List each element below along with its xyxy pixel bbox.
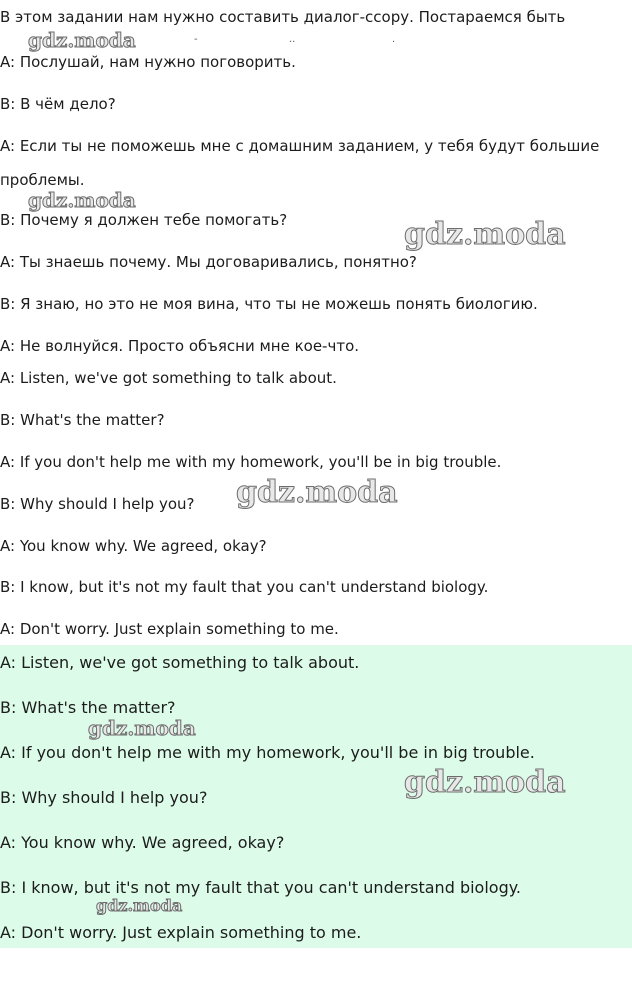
watermark-logo: gdz.moda bbox=[96, 896, 183, 915]
dialog-line-ru: A: Ты знаешь почему. Мы договаривались, понятно? bbox=[0, 253, 417, 271]
dialog-line-ru: B: Я знаю, но это не моя вина, что ты не можешь понять биологию. bbox=[0, 295, 538, 313]
dialog-line-en: A: Don't worry. Just explain something to me. bbox=[0, 620, 339, 638]
watermark-logo: gdz.moda bbox=[236, 475, 398, 510]
dialog-line-highlighted: B: What's the matter? bbox=[0, 698, 176, 717]
dialog-line-en: A: Listen, we've got something to talk about. bbox=[0, 369, 337, 387]
dialog-line-highlighted: A: If you don't help me with my homework, you'll be in big trouble. bbox=[0, 743, 535, 762]
watermark-logo: gdz.moda bbox=[404, 217, 566, 252]
watermark-logo: gdz.moda bbox=[404, 765, 566, 800]
dialog-line-highlighted: A: You know why. We agreed, okay? bbox=[0, 833, 285, 852]
dialog-line-ru: проблемы. bbox=[0, 171, 85, 189]
dialog-line-en: A: If you don't help me with my homework, you'll be in big trouble. bbox=[0, 453, 502, 471]
dialog-line-ru: B: В чём дело? bbox=[0, 95, 116, 113]
dialog-line-ru: A: Послушай, нам нужно поговорить. bbox=[0, 53, 296, 71]
dialog-line-highlighted: B: I know, but it's not my fault that you can't understand biology. bbox=[0, 878, 521, 897]
dialog-line-en: B: I know, but it's not my fault that you can't understand biology. bbox=[0, 578, 489, 596]
intro-text: В этом задании нам нужно составить диалог-ссору. Постараемся быть bbox=[0, 8, 566, 26]
dialog-line-en: B: Why should I help you? bbox=[0, 495, 195, 513]
watermark-logo: gdz.moda bbox=[28, 28, 136, 52]
dialog-line-ru: A: Не волнуйся. Просто объясни мне кое-что. bbox=[0, 337, 360, 355]
dialog-line-highlighted: A: Listen, we've got something to talk about. bbox=[0, 653, 360, 672]
dialog-line-en: B: What's the matter? bbox=[0, 411, 165, 429]
watermark-logo: gdz.moda bbox=[88, 716, 196, 740]
stray-mark: .. bbox=[289, 34, 296, 45]
dialog-line-highlighted: B: Why should I help you? bbox=[0, 788, 208, 807]
dialog-line-highlighted: A: Don't worry. Just explain something to me. bbox=[0, 923, 362, 942]
dialog-line-ru: A: Если ты не поможешь мне с домашним заданием, у тебя будут большие bbox=[0, 137, 600, 155]
dialog-line-ru: B: Почему я должен тебе помогать? bbox=[0, 211, 288, 229]
stray-mark: - bbox=[194, 34, 198, 45]
stray-mark: . bbox=[392, 34, 396, 45]
dialog-line-en: A: You know why. We agreed, okay? bbox=[0, 537, 267, 555]
watermark-logo: gdz.moda bbox=[28, 188, 136, 212]
